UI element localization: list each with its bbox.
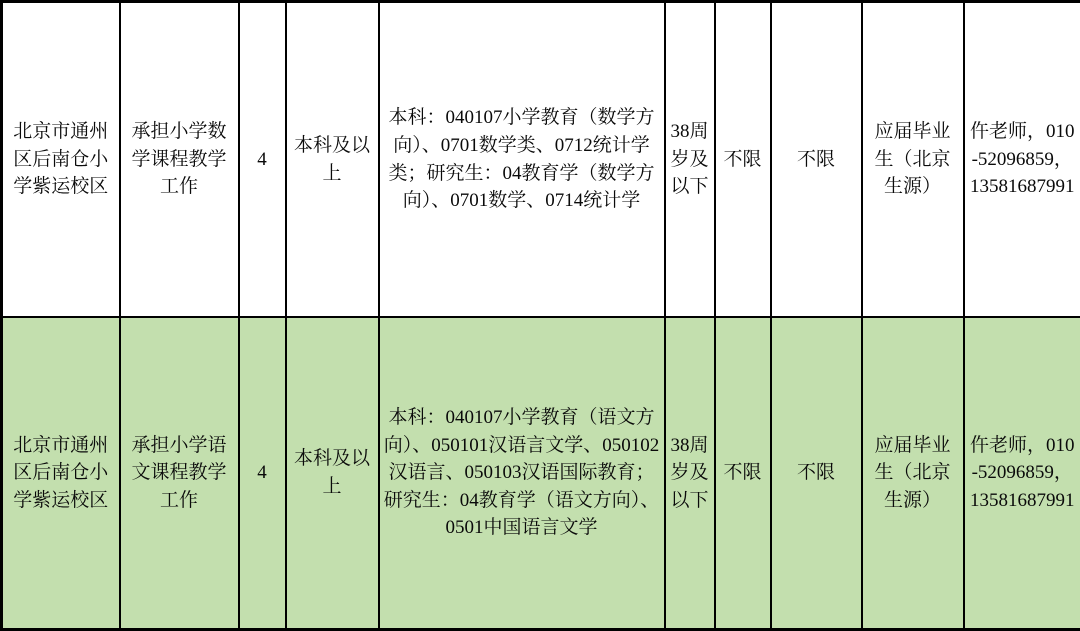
cell-major-requirement: 本科：040107小学教育（语文方向）、050101汉语言文学、050102汉语言、050103汉语国际教育；研究生：04教育学（语文方向）、0501中国语言文学: [379, 317, 665, 630]
cell-position-count: 4: [239, 2, 286, 318]
cell-school-name: 北京市通州区后南仓小学紫运校区: [2, 2, 120, 318]
cell-candidate-source: 应届毕业生（北京生源）: [862, 317, 964, 630]
table-row-math-teacher: [2, 2, 1080, 318]
cell-degree-requirement: 本科及以上: [286, 2, 379, 318]
cell-candidate-source: 应届毕业生（北京生源）: [862, 2, 964, 318]
cell-no-limit-2: 不限: [771, 2, 862, 318]
cell-major-requirement: 本科：040107小学教育（数学方向）、0701数学类、0712统计学类；研究生：04教育学（数学方向）、0701数学、0714统计学: [379, 2, 665, 318]
cell-contact-info: 仵老师，010-52096859，13581687991: [964, 2, 1080, 318]
cell-no-limit-2: 不限: [771, 317, 862, 630]
cell-contact-info: 仵老师，010-52096859，13581687991: [964, 317, 1080, 630]
cell-no-limit-1: 不限: [715, 2, 771, 318]
cell-job-duty: 承担小学语文课程教学工作: [120, 317, 239, 630]
cell-school-name: 北京市通州区后南仓小学紫运校区: [2, 317, 120, 630]
cell-no-limit-1: 不限: [715, 317, 771, 630]
cell-job-duty: 承担小学数学课程教学工作: [120, 2, 239, 318]
cell-age-limit: 38周岁及以下: [665, 317, 715, 630]
cell-age-limit: 38周岁及以下: [665, 2, 715, 318]
table-row-chinese-teacher: [2, 317, 1080, 630]
cell-degree-requirement: 本科及以上: [286, 317, 379, 630]
cell-position-count: 4: [239, 317, 286, 630]
